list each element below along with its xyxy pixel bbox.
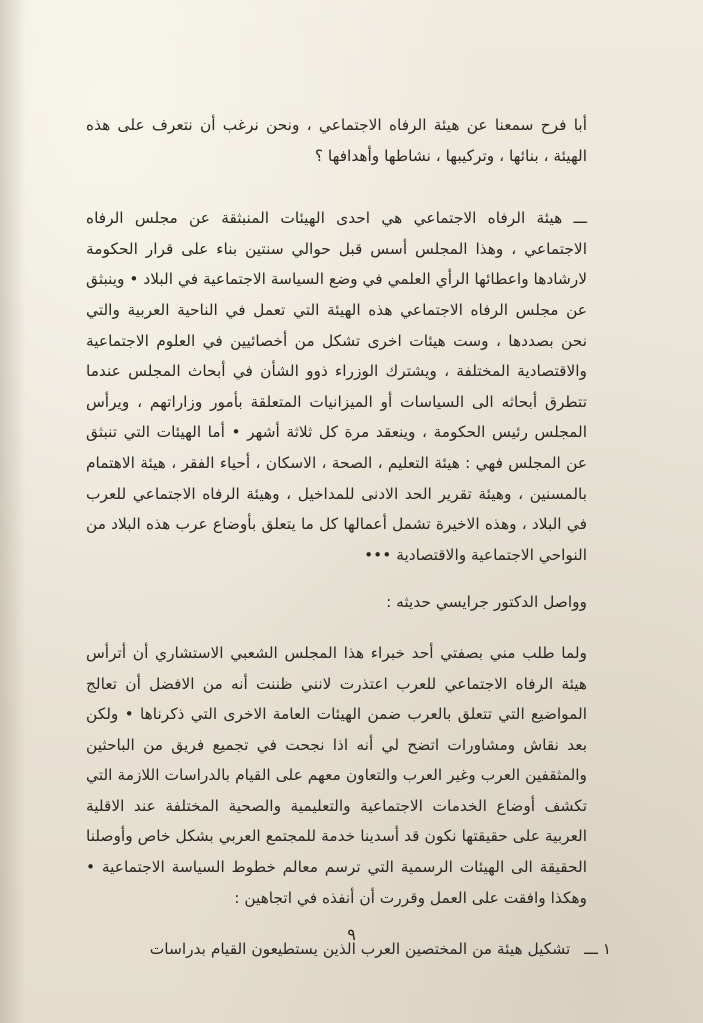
intro-question-paragraph: أبا فرح سمعنا عن هيئة الرفاه الاجتماعي ، ونحن نرغب أن نتعرف على هذه الهيئة ، بنائها ، وتركيبها ، نشاطها وأهدافها ؟ [86, 116, 587, 165]
answer-paragraph: ـــ هيئة الرفاه الاجتماعي هي احدى الهيئات المنبثقة عن مجلس الرفاه الاجتماعي ، وهذا المجلس أسس قبل حوالي سنتين بناء على قرار الحكومة لارشادها واعطائها الرأي العلمي في وضع السياسة الاجتماعية في البلاد • وينبثق عن مجلس الرفاه الاجتماعي هذه الهيئة التي تعمل في الناحية العربية والتي نحن بصددها ، وست هيئات اخرى تشكل من أخصائيين في العلوم الاجتماعية والاقتصادية المختلفة ، ويشترك الوزراء ذوو الشأن في أبحاث المجلس عندما تتطرق أبحاثه الى السياسات أو الميزانيات المتعلقة بأمور وزاراتهم ، ويرأس المجلس رئيس الحكومة ، وينعقد مرة كل ثلاثة أشهر • أما الهيئات التي تنبثق عن المجلس فهي : هيئة التعليم ، الصحة ، الاسكان ، أحياء الفقر ، هيئة الاهتمام بالمسنين ، وهيئة تقرير الحد الادنى للمداخيل ، وهيئة الرفاه الاجتماعي للعرب في البلاد ، وهذه الاخيرة تشمل أعمالها كل ما يتعلق بأوضاع عرب هذه البلاد من النواحي الاجتماعية والاقتصادية ••• [86, 209, 587, 564]
page-number: ٩ [347, 925, 356, 944]
main-paragraph: ولما طلب مني بصفتي أحد خبراء هذا المجلس الشعبي الاستشاري أن أترأس هيئة الرفاه الاجتماعي للعرب اعتذرت لانني ظننت أنه من الافضل أن تعالج المواضيع التي تتعلق بالعرب ضمن الهيئات العامة الاخرى التي ذكرناها • ولكن بعد نقاش ومشاورات اتضح لي أنه اذا نجحت في تجميع فريق من الباحثين والمثقفين العرب وغير العرب والتعاون معهم على القيام بالدراسات اللازمة التي تكشف أوضاع الخدمات الاجتماعية والتعليمية والصحية المختلفة عند الاقلية العربية على حقيقتها نكون قد أسدينا خدمة للمجتمع العربي بشكل خاص وأوصلنا الحقيقة الى الهيئات الرسمية التي ترسم معالم خطوط السياسة الاجتماعية • وهكذا وافقت على العمل وقررت أن أنفذه في اتجاهين : [86, 643, 587, 907]
list-item-number: ١ ـــ [584, 940, 611, 959]
transition-line: وواصل الدكتور جرايسي حديثه : [386, 593, 587, 612]
list-item-text: تشكيل هيئة من المختصين العرب الذين يستطيعون القيام بدراسات [149, 940, 571, 959]
page-binding-shadow [0, 0, 26, 1023]
page-body [86, 110, 611, 965]
